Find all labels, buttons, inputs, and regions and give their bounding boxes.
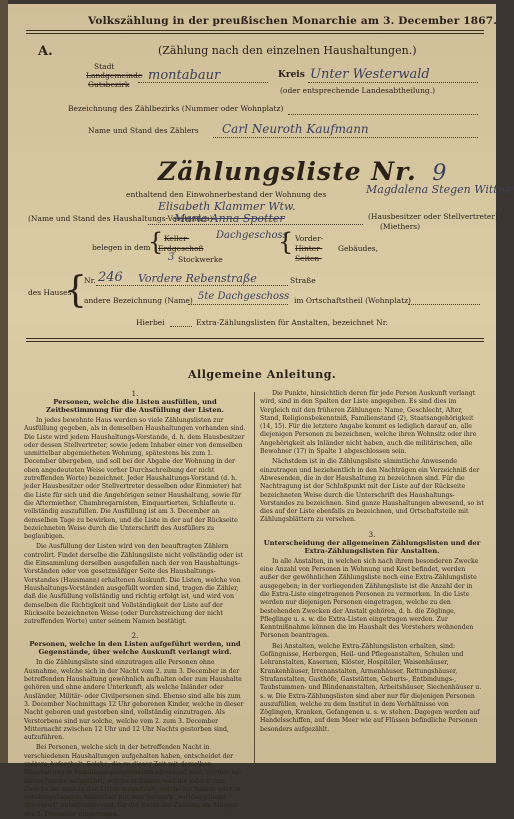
name-stand-label: (Name und Stand des Haushaltungs-Vorstandes): [28, 214, 213, 223]
seiten-label: Seiten-: [295, 254, 322, 263]
section-letter: A.: [38, 44, 53, 59]
page-binding-edge: [0, 0, 8, 763]
vorstand-value[interactable]: Elisabeth Klammer Wtw.: [158, 200, 296, 213]
keller-label: Keller-: [164, 234, 190, 243]
para-1-heading: Personen, welche die Listen ausfüllen, und Zeitbestimmung für die Ausfüllung der Listen.: [46, 398, 224, 414]
para-2-heading: Personen, welche in den Listen aufgeführt werden, und Gegenstände, über welche Auskunft verlangt wird.: [29, 640, 241, 657]
form-header-title: Volkszählung in der preußischen Monarchie am 3. December 1867.: [88, 15, 498, 27]
zaehler-label: Name und Stand des Zählers: [88, 126, 199, 135]
header-rule: [26, 30, 484, 31]
zaehlbezirk-line: [288, 114, 478, 115]
section-rule-2: [26, 341, 484, 342]
eigenthuemer-label: (Hausbesitzer oder Stellvertreter): [368, 212, 498, 221]
vorder-label: Vorder-: [295, 234, 324, 243]
hierbei-line: [170, 326, 192, 327]
kreis-value[interactable]: Unter Westerwald: [310, 67, 430, 82]
anleitung-left-column: [24, 390, 246, 818]
liste-nr-value[interactable]: 9: [432, 161, 448, 186]
geschoss-value[interactable]: Dachgeschoss: [216, 230, 288, 241]
miether-label: (Miethers): [380, 222, 421, 231]
haus-nr-label: Nr.: [84, 276, 96, 285]
erdgeschoss-label: Erdgeschoß: [158, 244, 204, 253]
stockwerke-value[interactable]: 3: [168, 252, 175, 263]
einwohner-line: enthaltend den Einwohnerbestand der Wohnung des: [126, 190, 327, 199]
para-2b-text: Bei Personen, welche sich in der betreffenden Nacht in verschiedenen Haushaltungen aufgehalten haben, entscheidet der spätere Aufenthalt. Solche, die zu dieser Zeit mit derselben Haushaltung in Familienangelegenheiten abwesend sind, werden bei ihrem Familie aufgeführt; welche in Reisen, und die jedoch zum Zwecke bei auch in den Listen aufgeführt, welche auf Reisen oder in vorübergehendem Aufenthalt mit dem Vermerk „vorübergehend abwesend“ aufzuführen sind, für die Nacht der Zählung am Morgen des 3. December eingetragen.: [24, 744, 241, 818]
ortschaft-label: im Ortschaftstheil (Wohnplatz): [294, 296, 411, 305]
strasse-label: Straße: [290, 276, 316, 285]
strasse-line: [96, 285, 288, 286]
andere-value[interactable]: 5te Dachgeschoss: [198, 291, 290, 302]
para-3b-text: Bei Anstalten, welche Extra-Zählungslisten erhalten, sind: Gefängnisse, Herbergen, Heil- und Pflegeanstalten, Schulen und Lehranstalten, Kasernen, Klöster, Hospitäler, Waisenhäuser, Krankenhäuser, Irrenanstalten, Armenhäuser, Rettungshäuser, Strafanstalten, Gasthöfe, Gaststätten, Geburts-, Entbindungs-, Taubstummen- und Blindenanstalten, Arbeitshäuser, Siechenhäuser u. s. w. Die Extra-Zählungslisten sind aber nur für diejenigen Personen auszufüllen, welche zu dem Institut in dem Verhältnisse von Zöglingen, Kranken, Gefangenen u. s. w. stehen. Dagegen werden auf Handelsschiffen, auf dem Meer wie auf Flüssen befindliche Personen besonders aufgezählt.: [260, 642, 482, 733]
hinter-label: Hinter-: [295, 244, 323, 253]
extra-label: Extra-Zählungslisten für Anstalten, bezeichnet Nr.: [196, 318, 388, 327]
gebaeude-label: Gebäudes,: [338, 244, 379, 253]
kreis-note: (oder entsprechende Landesabtheilung.): [280, 86, 436, 95]
ortschaft-line: [408, 304, 480, 305]
hierbei-label: Hierbei: [136, 318, 165, 327]
census-form-page: [8, 4, 514, 818]
section-rule: [26, 338, 484, 339]
belegen-label: belegen in dem: [92, 243, 151, 252]
place-line: [138, 82, 268, 83]
para-1-text: In jedes bewohnte Haus werden so viele Zählungslisten zur Ausfüllung gegeben, als in demselben Haushaltungen vorhanden sind. Die Liste wird jedem Haushaltungs-Vorstande, d. h. dem Hausbesitzer oder dessen Stellvertreter, sowie jedem Inhaber einer von demselben unmittelbar abgemietheten Wohnung, spätestens bis zum 1. December übergeben, und soll bei der Abgabe der Wohnung in der oben angedeuteten Weise vorher Durchschreibung der nicht zutreffenden Worte) bezeichnet. Jeder Haushaltungs-Vorstand (d. h. jeder Hausbesitzer oder Stellvertreter desselben oder Einmieter) hat die Liste für sich und die Angehörigen seiner Haushaltung, sowie für die Aftermiether, Chambregarnisten, Einquartierten, Schlafleute u. vollständig auszufüllen. Die Ausfüllung ist am 3. December an demselben Tage zu bewirken, und die Liste in der auf der Rückseite bezeichneten Weise durch die Unterschrift des Ausfüllers zu beglaubigen.: [24, 417, 246, 541]
bracket-mid: {: [278, 228, 294, 256]
para-1-number: 1.: [131, 390, 139, 398]
haus-nr-value[interactable]: 246: [98, 270, 123, 285]
zaehlungsliste-text: Zählungsliste Nr.: [158, 157, 417, 186]
column-divider: [254, 392, 255, 764]
hauses-label: des Hauses: [28, 288, 72, 297]
zaehlbezirk-label: Bezeichnung des Zählbezirks (Nummer oder Wohnplatz): [68, 104, 284, 113]
gutsbezirk-label: Gutsbezirk: [88, 80, 130, 89]
place-value[interactable]: montabaur: [148, 68, 221, 83]
anleitung-title: Allgemeine Anleitung.: [188, 368, 337, 381]
para-2-number: 2.: [131, 632, 139, 641]
strasse-value[interactable]: Vordere Rebenstraße: [138, 272, 257, 285]
landgemeinde-label: Landgemeinde: [86, 71, 143, 80]
para-3-heading: Unterscheidung der allgemeinen Zählungslisten und der Extra-Zählungslisten für Anstalten.: [263, 538, 481, 555]
para-3-number: 3.: [368, 530, 376, 539]
andere-label: andere Bezeichnung (Name): [84, 296, 193, 305]
kreis-label: Kreis: [278, 70, 305, 80]
para-1b-text: Die Ausfüllung der Listen wird von den beauftragten Zählern controlirt. Findet derselbe die Zählungsliste nicht vollständig oder ist die Einsammlung derselben ausgefallen nach der von Haushaltungs-Vorständen oder von gesetzmäßiger Seite des Haushaltungs-Vorstandes (Hausmann) erhaltenen Auskunft. Die Listen, welche von Haushaltungs-Vorständen ausgefüllt worden sind, tragen die Zähler, daß die Ausfüllung vollständig und richtig erfolgt ist, und wird von demselben die Richtigkeit und Vollständigkeit der Liste auf der Rückseite bezeichneten Weise (oder Durchstreichung der nicht zutreffenden Worte) unter seinem Namen bestätigt.: [24, 543, 244, 626]
zaehler-value[interactable]: Carl Neuroth Kaufmann: [222, 122, 369, 136]
zaehlungsliste-title: [158, 157, 447, 186]
stadt-label: Stadt: [94, 62, 115, 71]
para-3-text: In alle Anstalten, in welchen sich nach ihrem besonderen Zwecke eine Anzahl von Personen in Wohnung und Kost befindet, werden außer der gewöhnlichen Zählungsliste noch eine Extra-Zählungsliste ausgegeben; in der vorliegenden Zählungsliste ist die Anzahl der in die Extra-Liste eingetragenen Personen zu vermerken. In die Liste werden nur diejenigen Personen eingetragen, welche zu den bestehenden Zwecken der Anstalt gehören, d. h. die Zöglinge, Pfleglinge u. s. w. die Extra-Listen eingetragen werden. Zur Kenntnißnahme können die im Haushalt des Vorstehers wohnenden Personen beantragen.: [260, 557, 479, 640]
andere-line: [188, 304, 288, 305]
vorstand-value-2[interactable]: Maria Anna Spotter: [174, 212, 285, 225]
form-subtitle: (Zählung nach den einzelnen Haushaltungen.): [158, 44, 417, 57]
para-2-text: In die Zählungsliste sind einzutragen alle Personen ohne Ausnahme, welche sich in der Nacht vom 2. zum 3. December in der betreffenden Haushaltung gewöhnlich aufhalten oder zum Haushalte gehören und ohne andere Unterkunft, als welche Inländer oder Ausländer, Militär- oder Civilpersonen sind. Ebenso sind alle bis zum 3. December Nachmittags 12 Uhr geborenen Kinder, welche in dieser Nacht geboren und gestorben sind, vollständig einzutragen. Als Verstorbene sind nur solche, welche vom 2. zum 3. December Mitternacht zwischen 12 Uhr und 12 Uhr Nachts gestorben sind, aufzuführen.: [24, 659, 244, 742]
einwohner-value[interactable]: Magdalena Stegen Wittwe: [366, 183, 514, 196]
zaehler-line: [213, 137, 478, 138]
vorstand-line: [148, 224, 363, 225]
para-r1-text: Die Punkte, hinsichtlich deren für jede Person Auskunft verlangt wird, sind in den Spalten der Liste angegeben. Es sind dies im Vergleich mit den früheren Zählungen: Name, Geschlecht, Alter, Stand, Religionsbekenntniß, Familienstand (2), Staatsangehörigkeit (14, 15). Für die letztere Angabe kommt es lediglich darauf an, alle diejenigen Personen zu bezeichnen, welche ihren Wohnsitz oder ihre Angehörigkeit als Inländer nicht haben, auch die militärischen, alle Bewohner (17) in Spalte 1 abgeschlossen sein.: [260, 390, 477, 456]
para-r2-text: Nächstdem ist in die Zählungsliste sämmtliche Anwesende einzutragen und beziehentlich in den Nachträgen ein Verzeichniß der Abwesenden, die in der Haushaltung zu bezeichnen sind. Für die Nachtragung ist der Schlußpunkt mit der Liste auf der Rückseite bezeichneten Weise durch die Unterschrift des Haushaltungs-Vorstandes zu bezeichnen. Sind ganze Haushaltungen abwesend, so ist dies auf der Liste ebenfalls zu bezeichnen, und Ortschaftsteile mit Zählungsblättern zu versehen.: [260, 458, 484, 524]
anleitung-right-column: [260, 390, 484, 762]
header-rule-2: [26, 33, 484, 34]
stockwerke-label: Stockwerke: [178, 255, 223, 264]
bracket-hauses: {: [64, 270, 87, 311]
bracket-left: {: [148, 228, 164, 256]
kreis-line: [308, 82, 478, 83]
